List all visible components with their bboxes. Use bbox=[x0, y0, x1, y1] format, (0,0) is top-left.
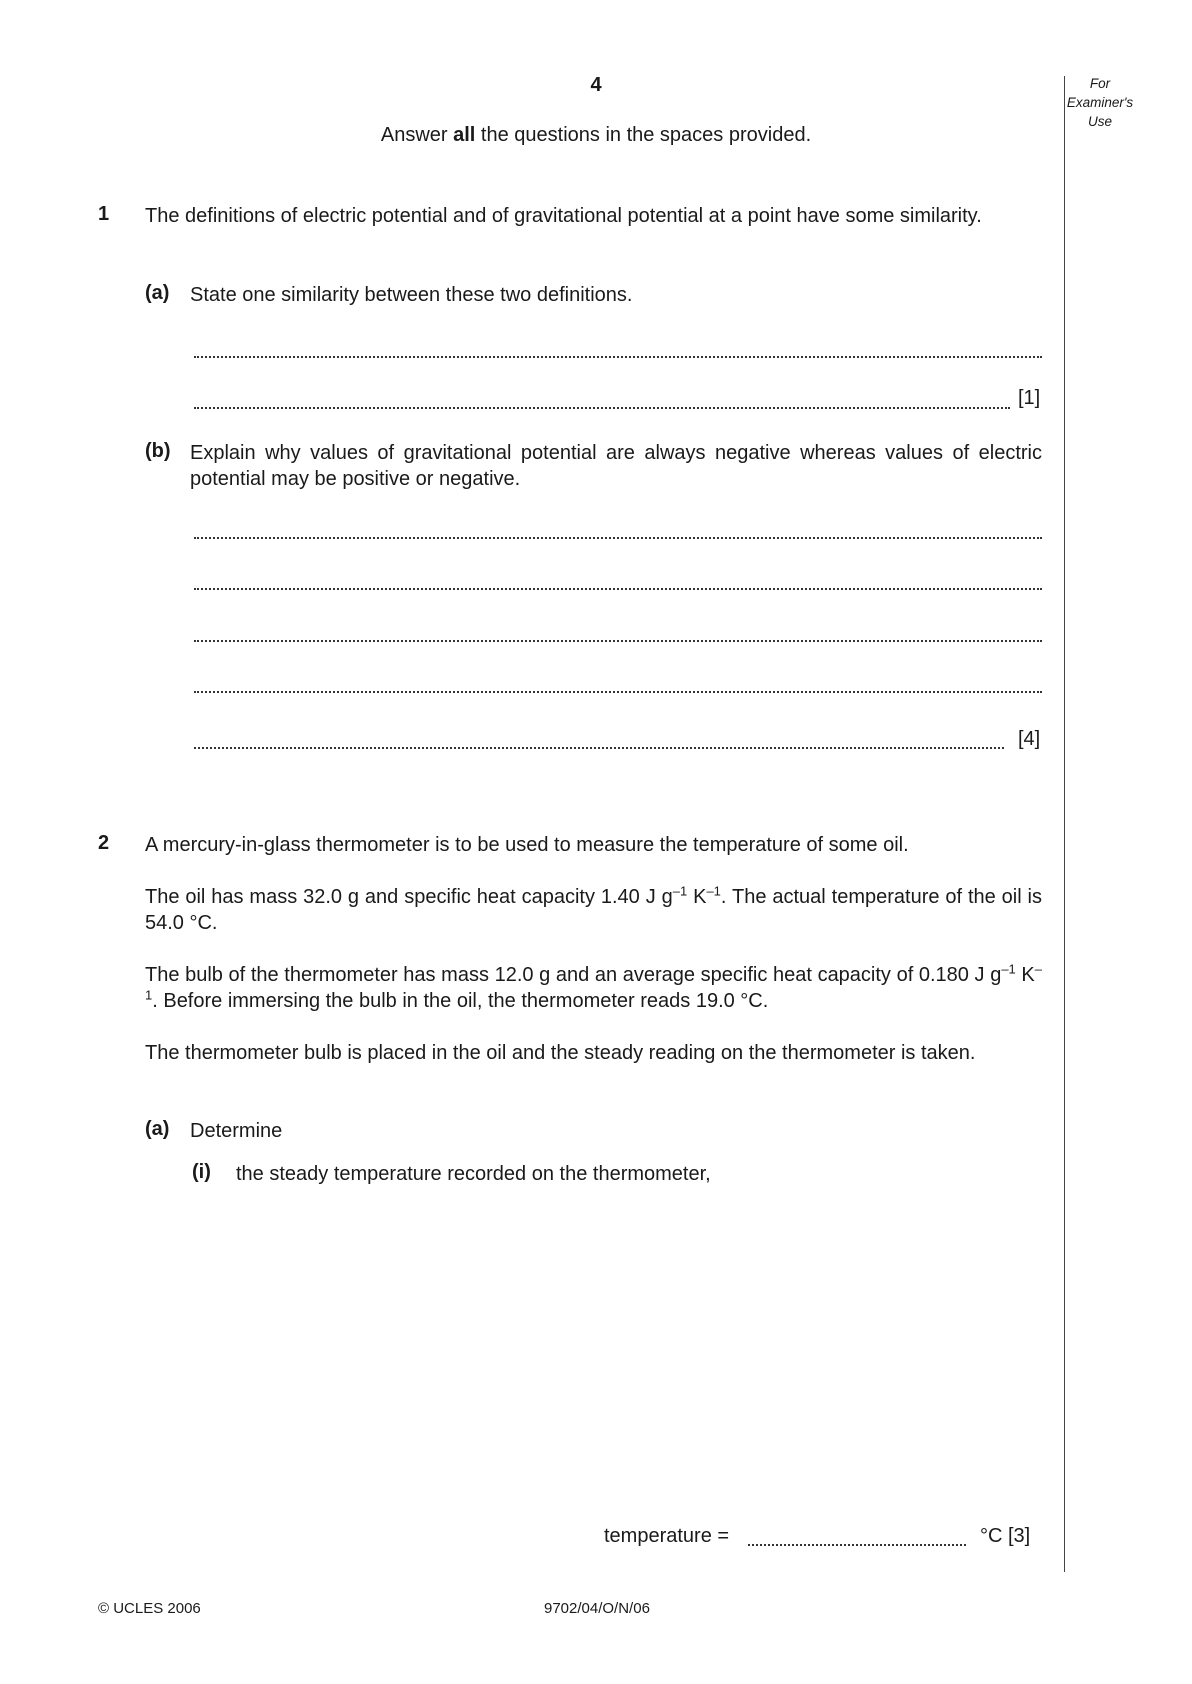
q1b-answer-line[interactable] bbox=[194, 691, 1042, 693]
q1-part-b-label: (b) bbox=[145, 440, 171, 462]
q1-part-b-text: Explain why values of gravitational potential are always negative whereas values of electric potential may be positive or negative. bbox=[190, 442, 1042, 490]
q1-part-a-label: (a) bbox=[145, 282, 170, 304]
q1b-answer-line[interactable] bbox=[194, 537, 1042, 539]
q2-part-a-text: Determine bbox=[190, 1120, 283, 1142]
margin-divider bbox=[1064, 76, 1065, 1572]
footer-copyright: © UCLES 2006 bbox=[98, 1600, 201, 1617]
temperature-unit-mark: °C [3] bbox=[980, 1525, 1031, 1547]
examiner-use-box bbox=[1060, 74, 1140, 131]
examiner-line: For bbox=[1089, 76, 1111, 91]
examiner-line: Use bbox=[1087, 114, 1112, 129]
q2-part-a-i-text: the steady temperature recorded on the thermometer, bbox=[236, 1163, 711, 1185]
footer-paper-code: 9702/04/O/N/06 bbox=[544, 1600, 650, 1617]
steady-reading-text: The thermometer bulb is placed in the oil and the steady reading on the thermometer is taken. bbox=[145, 1042, 976, 1064]
temperature-answer-label: temperature = bbox=[604, 1525, 730, 1547]
q1b-answer-line[interactable] bbox=[194, 588, 1042, 590]
q2-part-a-i-label: (i) bbox=[192, 1161, 211, 1183]
q1-part-a-text: State one similarity between these two definitions. bbox=[190, 284, 633, 306]
question-2-number: 2 bbox=[98, 832, 110, 854]
q1b-mark: [4] bbox=[1018, 728, 1041, 750]
page-number: 4 bbox=[590, 74, 602, 96]
q2-part-a-label: (a) bbox=[145, 1118, 170, 1140]
q1a-answer-line[interactable] bbox=[194, 407, 1010, 409]
instruction: Answer all the questions in the spaces provided. bbox=[380, 124, 812, 146]
q1a-mark: [1] bbox=[1018, 387, 1041, 409]
examiner-line: Examiner's bbox=[1066, 95, 1134, 110]
oil-properties: The oil has mass 32.0 g and specific heat capacity 1.40 J $g^{-1}$ $K^{-1}$. The actual temperature of the oil is 54.0 °C. bbox=[145, 883, 1042, 934]
q1b-answer-line[interactable] bbox=[194, 640, 1042, 642]
bulb-properties: The bulb of the thermometer has mass 12.0 g and an average specific heat capacity of 0.180 J $g^{-1}$ $K^{-1}$. Before immersing the bulb in the oil, the thermometer reads 19.0 °C. bbox=[145, 961, 1043, 1012]
question-1-stem: The definitions of electric potential and of gravitational potential at a point have some similarity. bbox=[145, 205, 982, 227]
temperature-answer-field[interactable] bbox=[748, 1544, 966, 1546]
question-2-intro: A mercury-in-glass thermometer is to be used to measure the temperature of some oil. bbox=[145, 834, 909, 856]
q1a-answer-line[interactable] bbox=[194, 356, 1042, 358]
question-1-number: 1 bbox=[98, 203, 110, 225]
q1b-answer-line[interactable] bbox=[194, 747, 1004, 749]
